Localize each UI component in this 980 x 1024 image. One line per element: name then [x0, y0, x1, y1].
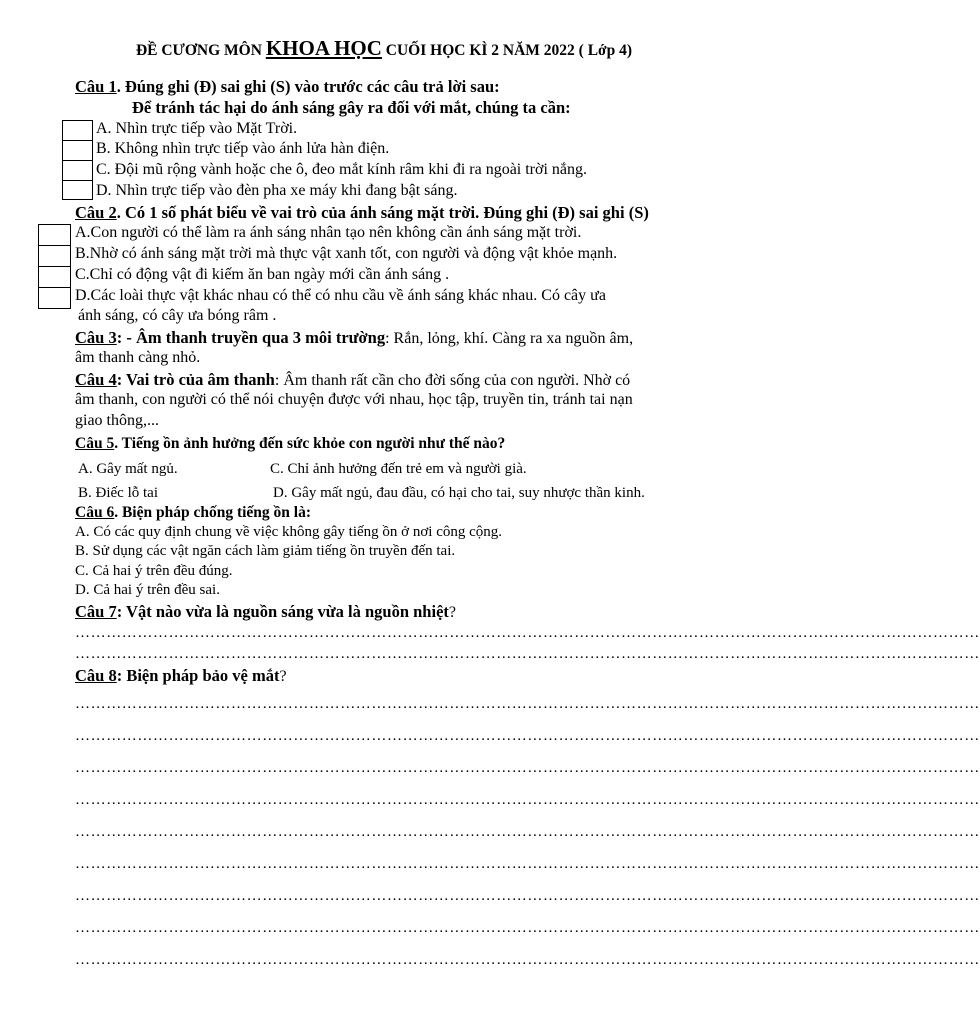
question-3-label: Câu 3: [75, 328, 117, 347]
question-6-option-a: A. Có các quy định chung về việc không gây tiếng ồn ở nơi công cộng.: [75, 524, 503, 540]
question-2-option-d: D.Các loài thực vật khác nhau có thể có nhu cầu về ánh sáng khác nhau. Có cây ưa: [75, 287, 606, 304]
question-2-text: . Có 1 số phát biểu về vai trò của ánh sáng mặt trời. Đúng ghi (Đ) sai ghi (S): [116, 203, 649, 222]
question-5-option-b: B. Điếc lỗ tai: [78, 485, 158, 501]
question-8-heading: [75, 666, 287, 686]
question-7-mark: ?: [448, 604, 456, 621]
question-5-heading: [75, 435, 505, 453]
question-2-heading: [75, 203, 649, 223]
answer-line-q8-2[interactable]: …………………………………………………………………………………………………………………………………………………………: [75, 728, 980, 744]
answer-line-q8-9[interactable]: …………………………………………………………………………………………………………………………………………………………: [75, 952, 980, 968]
answer-line-q8-4[interactable]: …………………………………………………………………………………………………………………………………………………………: [75, 792, 980, 808]
question-6-heading: [75, 504, 311, 522]
question-1-text: . Đúng ghi (Đ) sai ghi (S) vào trước các câu trả lời sau:: [116, 77, 500, 96]
question-4-text-1: : Âm thanh rất cần cho đời sống của con người. Nhờ có: [274, 372, 631, 389]
answer-line-q8-8[interactable]: …………………………………………………………………………………………………………………………………………………………: [75, 920, 980, 936]
answer-line-q8-1[interactable]: …………………………………………………………………………………………………………………………………………………………: [75, 696, 980, 712]
page-title: [0, 36, 768, 61]
question-3-heading: : - Âm thanh truyền qua 3 môi trường: [116, 328, 386, 347]
question-8-label: Câu 8: [75, 666, 117, 685]
answer-line-q8-3[interactable]: …………………………………………………………………………………………………………………………………………………………: [75, 760, 980, 776]
question-5-option-d: D. Gây mất ngủ, đau đầu, có hại cho tai, suy nhược thần kinh.: [273, 485, 645, 501]
answer-box-1b[interactable]: [62, 140, 93, 161]
question-4-label: Câu 4: [75, 370, 117, 389]
question-3-line-2: âm thanh càng nhỏ.: [75, 349, 201, 366]
question-3-line-1: [75, 328, 633, 348]
question-8-mark: ?: [279, 668, 287, 685]
question-8-text: : Biện pháp bảo vệ mắt: [116, 666, 280, 685]
question-2-option-a: A.Con người có thể làm ra ánh sáng nhân tạo nên không cần ánh sáng mặt trời.: [75, 224, 582, 241]
answer-line-q8-5[interactable]: …………………………………………………………………………………………………………………………………………………………: [75, 824, 980, 840]
question-5-label: Câu 5: [75, 435, 115, 452]
title-suffix: CUỐI HỌC KÌ 2 NĂM 2022 ( Lớp 4): [381, 42, 633, 59]
question-2-option-b: B.Nhờ có ánh sáng mặt trời mà thực vật xanh tốt, con người và động vật khỏe mạnh.: [75, 245, 618, 262]
question-6-option-d: D. Cả hai ý trên đều sai.: [75, 582, 220, 598]
question-2-option-d-continued: ánh sáng, có cây ưa bóng râm .: [78, 307, 277, 324]
answer-line-q8-7[interactable]: …………………………………………………………………………………………………………………………………………………………: [75, 888, 980, 904]
title-subject: KHOA HỌC: [265, 36, 382, 60]
question-1-option-a: A. Nhìn trực tiếp vào Mặt Trời.: [96, 120, 298, 137]
answer-box-2b[interactable]: [38, 245, 71, 267]
answer-box-1a[interactable]: [62, 120, 93, 141]
question-6-label: Câu 6: [75, 504, 115, 521]
answer-box-1d[interactable]: [62, 180, 93, 200]
question-6-option-c: C. Cả hai ý trên đều đúng.: [75, 563, 233, 579]
question-6-text: . Biện pháp chống tiếng ồn là:: [114, 504, 312, 521]
question-7-heading: [75, 602, 456, 622]
question-1-option-c: C. Đội mũ rộng vành hoặc che ô, đeo mắt kính râm khi đi ra ngoài trời nắng.: [96, 161, 588, 178]
question-2-label: Câu 2: [75, 203, 117, 222]
question-5-option-a: A. Gây mất ngủ.: [78, 461, 178, 477]
answer-box-1c[interactable]: [62, 160, 93, 181]
answer-box-2a[interactable]: [38, 224, 71, 246]
answer-line-q7-1[interactable]: …………………………………………………………………………………………………………………………………………………………: [75, 625, 980, 641]
answer-box-2d[interactable]: [38, 287, 71, 309]
question-1-option-b: B. Không nhìn trực tiếp vào ánh lửa hàn điện.: [96, 140, 390, 157]
question-2-option-c: C.Chỉ có động vật đi kiếm ăn ban ngày mới cần ánh sáng .: [75, 266, 450, 283]
answer-line-q7-2[interactable]: …………………………………………………………………………………………………………………………………………………………: [75, 646, 980, 662]
question-4-heading: : Vai trò của âm thanh: [116, 370, 275, 389]
answer-box-2c[interactable]: [38, 266, 71, 288]
title-prefix: ĐỀ CƯƠNG MÔN: [135, 42, 266, 59]
question-5-option-c: C. Chỉ ảnh hưởng đến trẻ em và người già.: [270, 461, 527, 477]
question-4-line-3: giao thông,...: [75, 412, 159, 429]
question-4-line-1: [75, 370, 630, 390]
question-1-label: Câu 1: [75, 77, 117, 96]
question-3-text-1: : Rắn, lỏng, khí. Càng ra xa nguồn âm,: [385, 330, 634, 347]
question-1-option-d: D. Nhìn trực tiếp vào đèn pha xe máy khi đang bật sáng.: [96, 182, 458, 199]
question-6-option-b: B. Sử dụng các vật ngăn cách làm giảm tiếng ồn truyền đến tai.: [75, 543, 456, 559]
question-1-subheading: Để tránh tác hại do ánh sáng gây ra đối với mắt, chúng ta cần:: [132, 98, 571, 117]
answer-line-q8-6[interactable]: …………………………………………………………………………………………………………………………………………………………: [75, 856, 980, 872]
question-1-heading: [75, 77, 500, 97]
question-7-text: : Vật nào vừa là nguồn sáng vừa là nguồn nhiệt: [116, 602, 449, 621]
question-7-label: Câu 7: [75, 602, 117, 621]
question-4-line-2: âm thanh, con người có thể nói chuyện được với nhau, học tập, truyền tin, tránh tai nạn: [75, 391, 633, 408]
question-5-text: . Tiếng ồn ảnh hưởng đến sức khỏe con người như thế nào?: [114, 435, 506, 452]
